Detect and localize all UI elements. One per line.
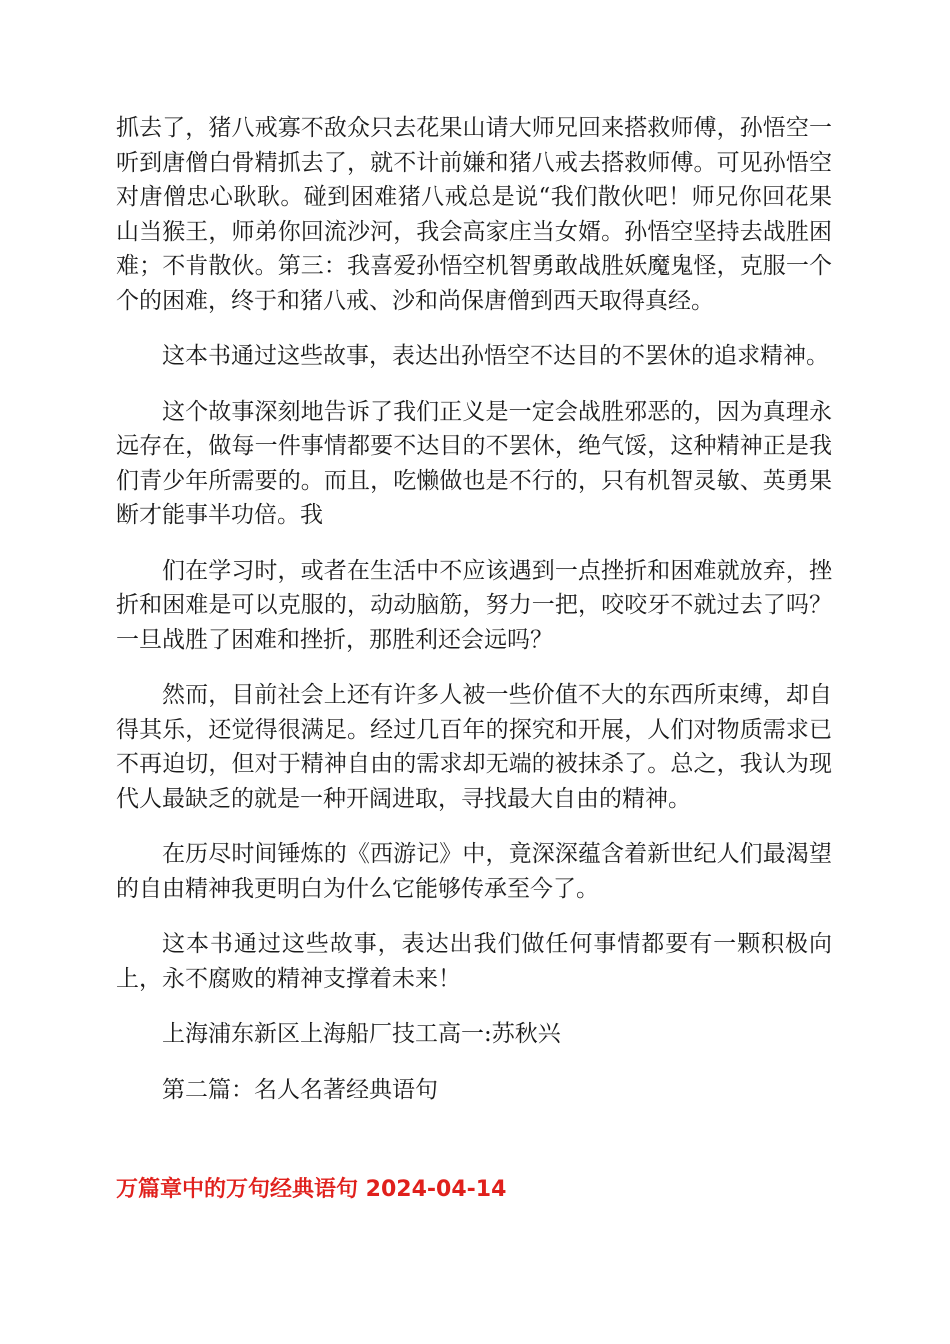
paragraph: 然而，目前社会上还有许多人被一些价值不大的东西所束缚，却自得其乐，还觉得很满足。经过几百年的探究和开展，人们对物质需求已不再迫切，但对于精神自由的需求却无端的被抹杀了。总之，我认为现代人最缺乏的就是一种开阔进取，寻找最大自由的精神。 [116, 682, 832, 812]
paragraph: 们在学习时，或者在生活中不应该遇到一点挫折和困难就放弃，挫折和困难是可以克服的，动动脑筋，努力一把，咬咬牙不就过去了吗？一旦战胜了困难和挫折，那胜利还会远吗？ [116, 557, 832, 653]
document-body [116, 111, 832, 1107]
red-heading: 万篇章中的万句经典语句 2024-04-14 [116, 1177, 507, 1202]
paragraph: 这本书通过这些故事，表达出孙悟空不达目的不罢休的追求精神。 [162, 343, 829, 369]
section-title: 第二篇：名人名著经典语句 [162, 1076, 438, 1103]
paragraph: 这本书通过这些故事，表达出我们做任何事情都要有一颗积极向上，永不腐败的精神支撑着未来！ [116, 931, 832, 992]
paragraph: 在历尽时间锤炼的《西游记》中，竟深深蕴含着新世纪人们最渴望的自由精神我更明白为什么它能够传承至今了。 [116, 841, 832, 902]
paragraph: 这个故事深刻地告诉了我们正义是一定会战胜邪恶的，因为真理永远存在，做每一件事情都要不达目的不罢休，绝气馁，这种精神正是我们青少年所需要的。而且，吃懒做也是不行的，只有机智灵敏、英勇果断才能事半功倍。我 [116, 398, 832, 528]
author-line: 上海浦东新区上海船厂技工高一:苏秋兴 [162, 1021, 561, 1047]
paragraph: 抓去了，猪八戒寡不敌众只去花果山请大师兄回来搭救师傅，孙悟空一听到唐僧白骨精抓去了，就不计前嫌和猪八戒去搭救师傅。可见孙悟空对唐僧忠心耿耿。碰到困难猪八戒总是说“我们散伙吧！师兄你回花果山当猴王，师弟你回流沙河，我会高家庄当女婿。孙悟空坚持去战胜困难；不肯散伙。第三：我喜爱孙悟空机智勇敢战胜妖魔鬼怪，克服一个个的困难，终于和猪八戒、沙和尚保唐僧到西天取得真经。 [116, 115, 832, 314]
